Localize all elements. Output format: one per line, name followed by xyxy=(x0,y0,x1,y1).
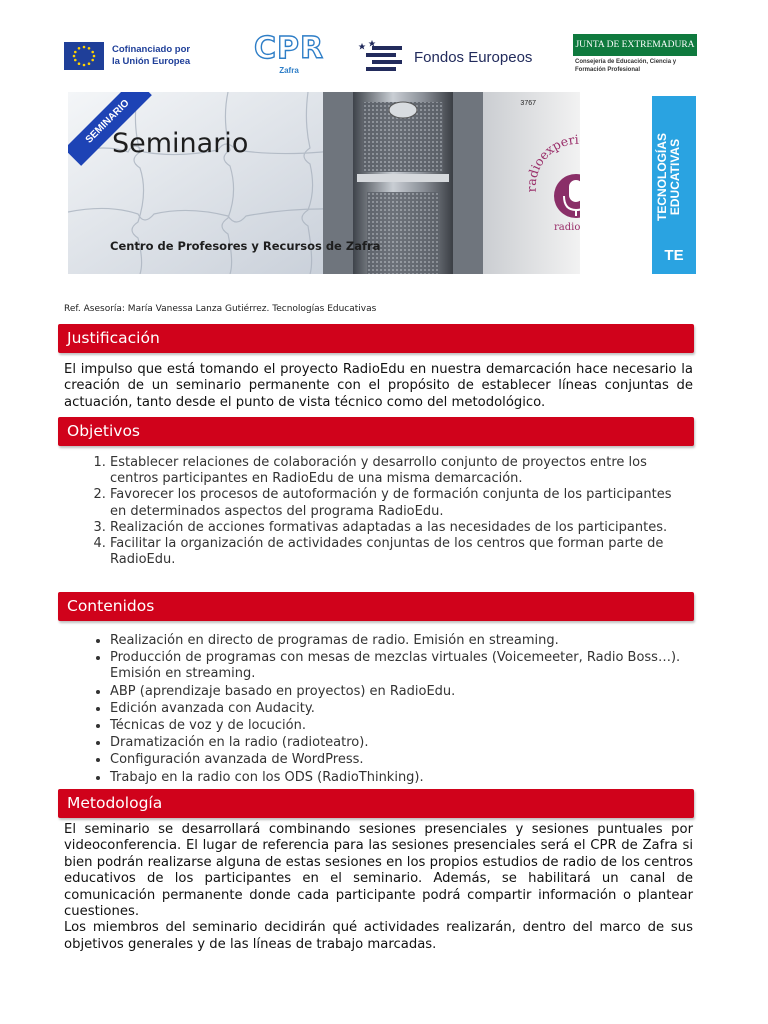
banner-title: Seminario xyxy=(112,128,249,159)
te-abbr: TE xyxy=(664,247,684,264)
contenidos-item: • Dramatización en la radio (radioteatro). xyxy=(110,734,684,751)
header-banner xyxy=(68,92,623,274)
contenidos-item: • Producción de programas con mesas de mezclas virtuales (Voicemeeter, Radio Boss…). Emisión en streaming. xyxy=(110,649,684,682)
contenidos-item: • ABP (aprendizaje basado en proyectos) en RadioEdu. xyxy=(110,683,684,700)
section-header-justificacion: Justificación xyxy=(58,324,694,353)
fondos-europeos-icon xyxy=(358,40,406,74)
tecnologias-educativas-band xyxy=(652,96,696,274)
eu-flag-icon xyxy=(64,42,104,70)
junta-extremadura-logo xyxy=(573,34,697,74)
objetivos-item: 1. Establecer relaciones de colaboración y desarrollo conjunto de proyectos entre los centros participantes en RadioEdu de una misma demarcación. xyxy=(110,455,684,487)
cpr-logo-text: CPR xyxy=(253,31,325,66)
section-header-contenidos: Contenidos xyxy=(58,592,694,621)
te-vertical-line1: TECNOLOGÍAS xyxy=(655,133,669,222)
cpr-logo xyxy=(244,31,334,75)
reference-line: Ref. Asesoría: María Vanessa Lanza Gutiérrez. Tecnologías Educativas xyxy=(64,304,377,314)
logos-bar xyxy=(50,30,720,80)
metodologia-paragraph-2: Los miembros del seminario decidirán qué actividades realizarán, dentro del marco de sus objetivos generales y de las líneas de trabajo marcadas. xyxy=(64,920,693,952)
eu-logo xyxy=(64,42,190,70)
justificacion-text: El impulso que está tomando el proyecto RadioEdu en nuestra demarcación hace necesario la creación de un seminario permanente con el propósito de establecer líneas conjuntas de actuación, tanto desde el punto de vista técnico como del metodológico. xyxy=(64,362,693,410)
junta-subtitle-line2: Formación Profesional xyxy=(575,66,641,73)
banner-code: 3767 xyxy=(520,100,536,107)
fondos-europeos-text: Fondos Europeos xyxy=(414,48,533,66)
section-header-objetivos: Objetivos xyxy=(58,417,694,446)
contenidos-item: • Realización en directo de programas de radio. Emisión en streaming. xyxy=(110,632,684,649)
te-vertical-line2: EDUCATIVAS xyxy=(668,138,682,216)
cpr-logo-subtext: Zafra xyxy=(279,66,299,75)
junta-subtitle-line1: Consejería de Educación, Ciencia y xyxy=(575,59,677,65)
objetivos-item: 4. Facilitar la organización de actividades conjuntas de los centros que forman parte de RadioEdu. xyxy=(110,536,684,568)
radio-logo-text: radioexperiencias xyxy=(524,132,623,193)
contenidos-item: • Edición avanzada con Audacity. xyxy=(110,700,684,717)
banner-subtitle: Centro de Profesores y Recursos de Zafra xyxy=(110,239,381,253)
objetivos-item: 2. Favorecer los procesos de autoformación y de formación conjunta de los participantes en determinados aspectos del programa RadioEdu. xyxy=(110,487,684,519)
objetivos-list xyxy=(64,455,684,568)
metodologia-text xyxy=(64,822,693,953)
contenidos-item: • Configuración avanzada de WordPress. xyxy=(110,751,684,768)
section-header-metodologia: Metodología xyxy=(58,789,694,818)
radio-logo-subtext: radio edu xyxy=(554,222,603,232)
seminario-ribbon: SEMINARIO xyxy=(68,92,152,166)
fondos-europeos-logo xyxy=(358,40,532,74)
contenidos-item: • Trabajo en la radio con los ODS (RadioThinking). xyxy=(110,769,684,786)
objetivos-item: 3. Realización de acciones formativas adaptadas a las necesidades de los participantes. xyxy=(110,520,684,536)
metodologia-paragraph-1: El seminario se desarrollará combinando sesiones presenciales y sesiones puntuales por videoconferencia. El lugar de referencia para las sesiones presenciales será el CPR de Zafra si bien podrán realizarse alguna de estas sesiones en los propios estudios de radio de los centros educativos de los participantes en el seminario. Además, se habilitará un canal de comunicación permanente donde cada participante podrá compartir información o plantear cuestiones. xyxy=(64,822,693,920)
radioexperiencias-logo xyxy=(524,132,623,232)
eu-text-line1: Cofinanciado por xyxy=(112,44,191,55)
contenidos-item: • Técnicas de voz y de locución. xyxy=(110,717,684,734)
junta-title: JUNTA DE EXTREMADURA xyxy=(573,34,697,56)
eu-text-line2: la Unión Europea xyxy=(112,56,191,67)
contenidos-list xyxy=(64,632,684,786)
